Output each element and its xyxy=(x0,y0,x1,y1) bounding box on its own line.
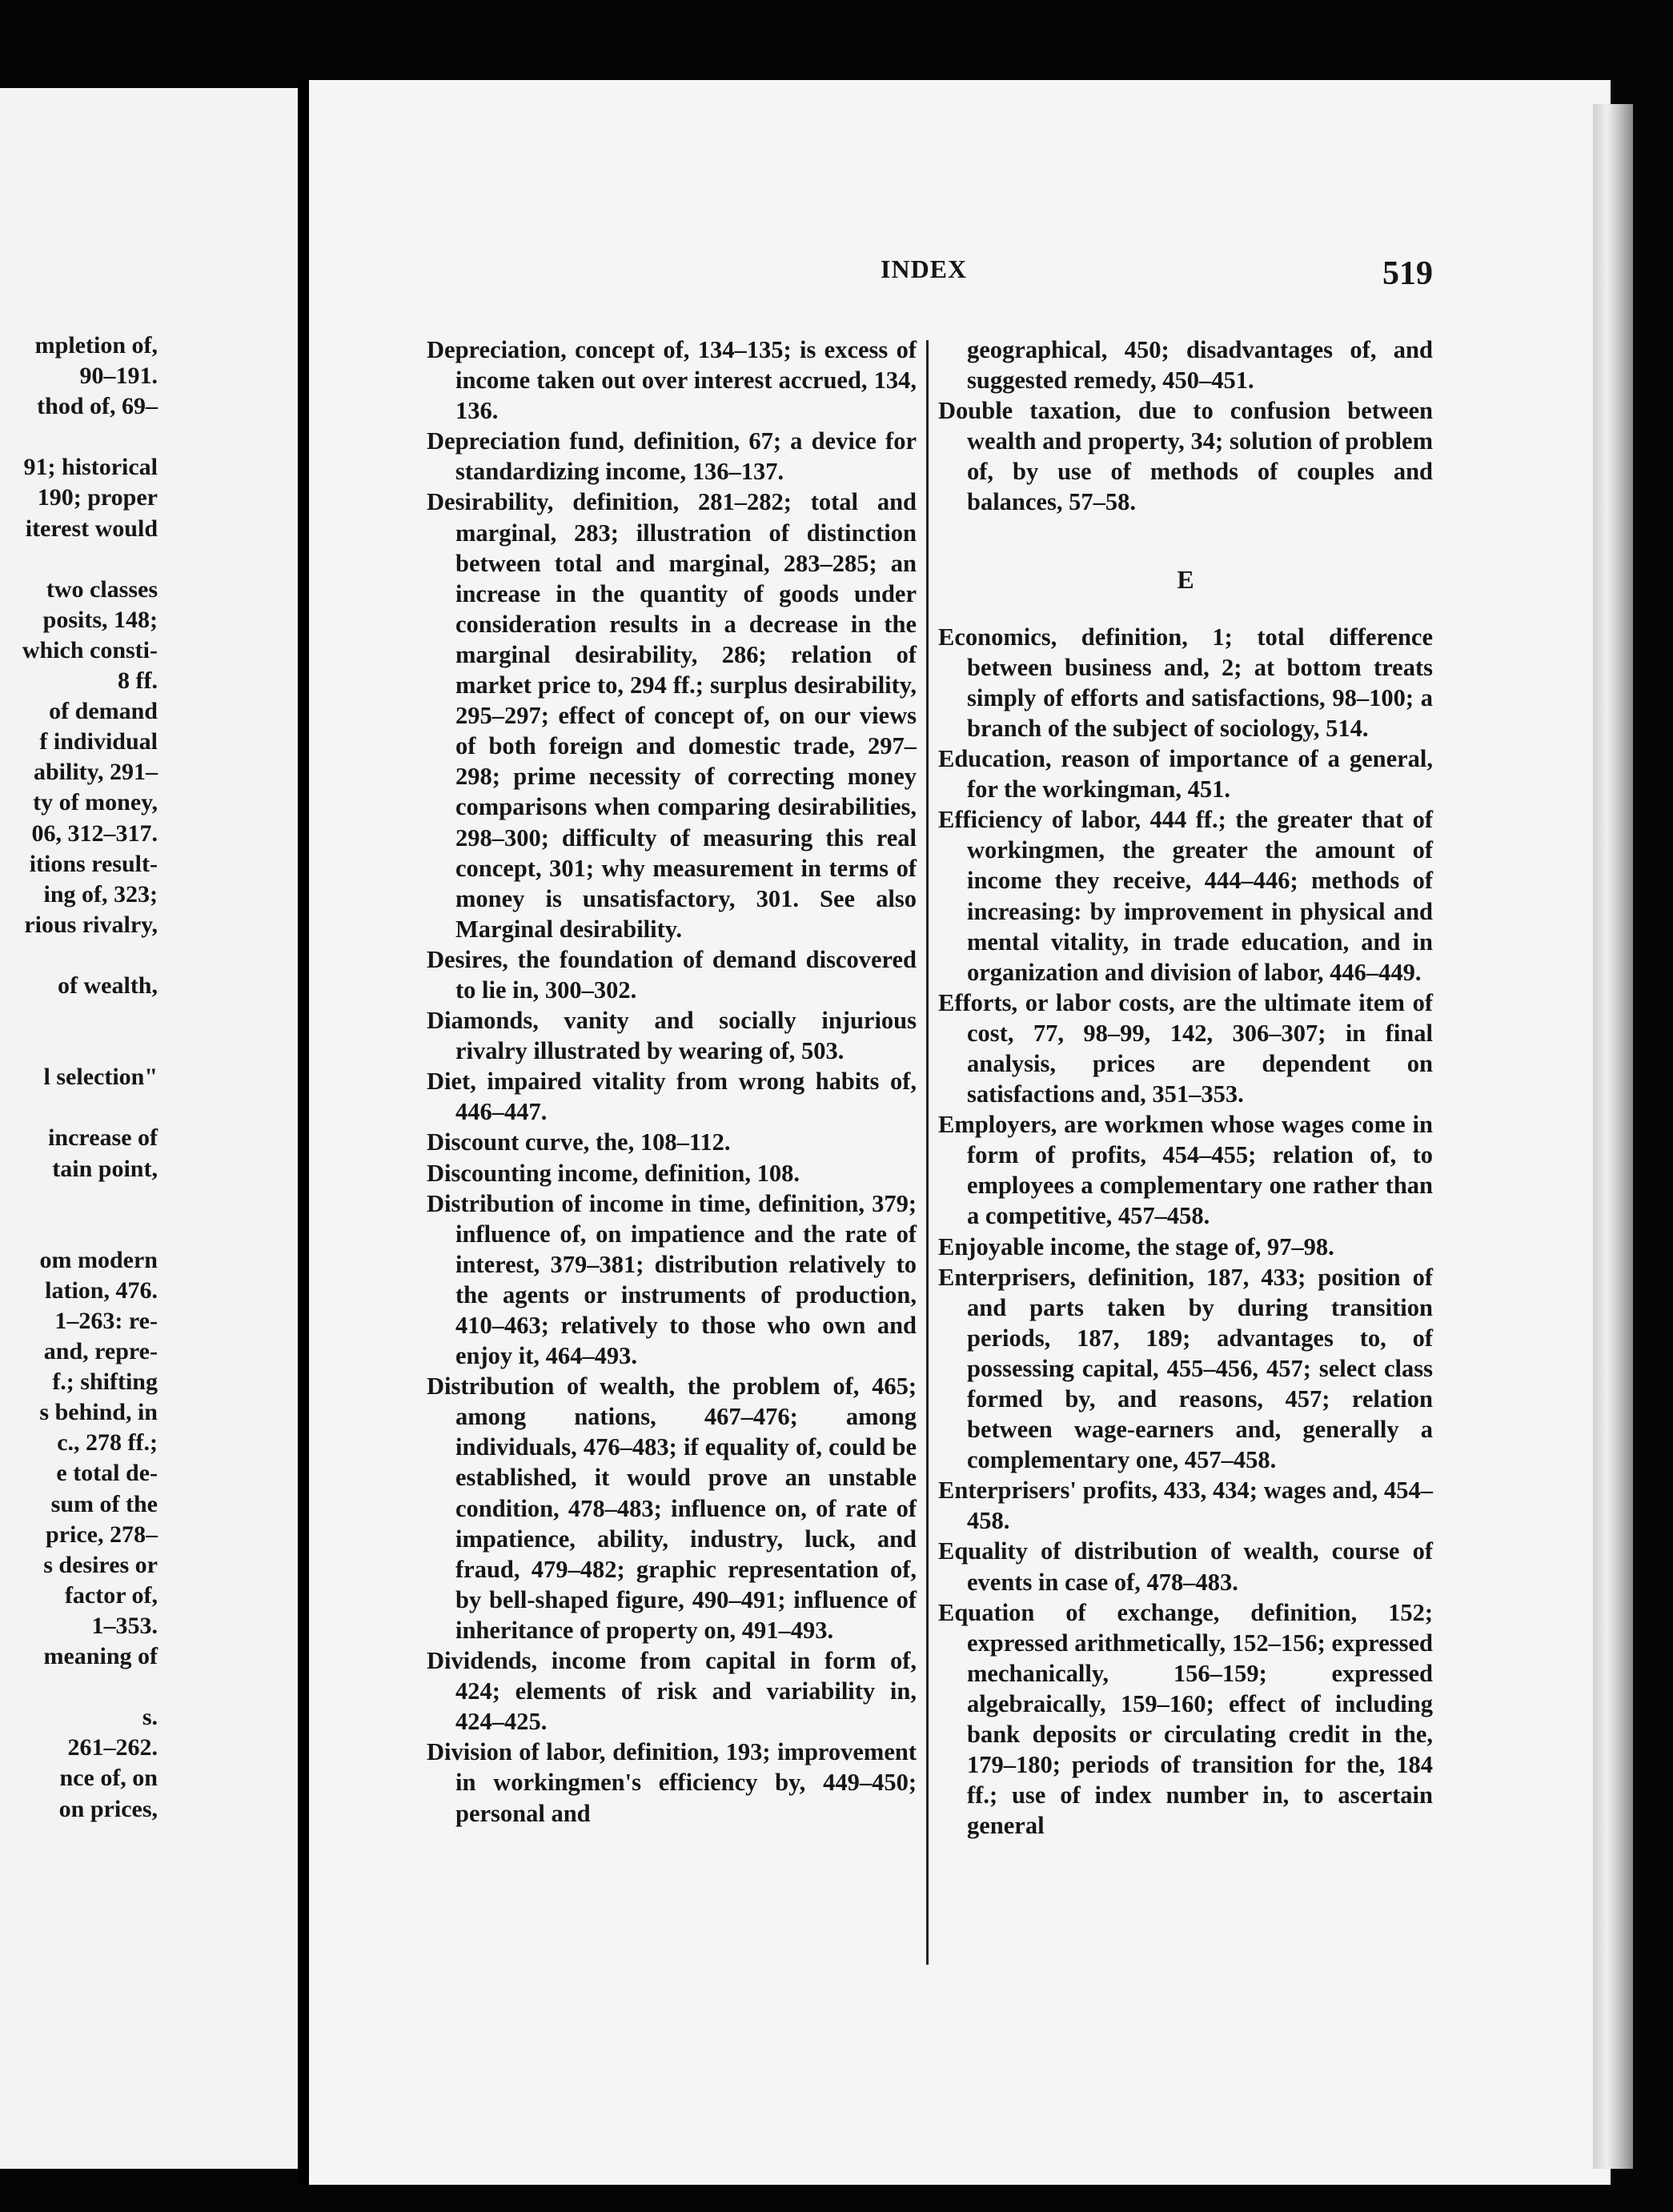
running-head: INDEX xyxy=(881,254,968,283)
left-page-line: 190; proper xyxy=(37,484,158,511)
left-page-line: of demand xyxy=(49,698,158,725)
left-page-line xyxy=(0,1032,158,1062)
left-page-line: 06, 312–317. xyxy=(31,819,158,847)
left-page-line xyxy=(0,1001,158,1032)
index-entry: Education, reason of importance of a general, for the workingman, 451. xyxy=(938,745,1433,803)
index-entry: Diet, impaired vitality from wrong habits of, 446–447. xyxy=(427,1068,917,1126)
index-entry: Dividends, income from capital in form of, 424; elements of risk and variability in, 424–425. xyxy=(427,1647,917,1736)
left-page-line: posits, 148; xyxy=(42,606,158,633)
book-spine xyxy=(298,80,309,2185)
left-page-line: l selection" xyxy=(43,1064,158,1091)
left-page-line: 1–263: re- xyxy=(54,1308,158,1334)
left-page-line: f.; shifting xyxy=(52,1368,158,1396)
left-page-line: iterest would xyxy=(25,515,158,542)
index-entry: Depreciation, concept of, 134–135; is excess of income taken out over interest accrued, 134, 136. xyxy=(427,336,917,425)
left-page-line: ing of, 323; xyxy=(43,880,158,908)
left-page-line: on prices, xyxy=(58,1795,158,1822)
left-page-line: which consti- xyxy=(22,636,158,663)
left-page-line: and, repre- xyxy=(43,1338,158,1365)
left-page-line: rious rivalry, xyxy=(24,911,158,938)
left-page-line: sum of the xyxy=(50,1490,158,1517)
index-entry: Desires, the foundation of demand discovered to lie in, 300–302. xyxy=(427,945,917,1004)
left-page-line: price, 278– xyxy=(46,1521,158,1548)
index-entry: Double taxation, due to confusion between wealth and property, 34; solution of problem of, by use of methods of couples and balances, 57–58. xyxy=(938,397,1433,516)
left-page-text-fragments xyxy=(0,331,158,1825)
letter-heading: E xyxy=(1177,564,1194,594)
left-page-line: mpletion of, xyxy=(34,332,158,359)
index-entry: Employers, are workmen whose wages come in form of profits, 454–455; relation of, to employees a complementary one rather than a competitive, 457–458. xyxy=(938,1111,1433,1230)
index-entry-continued: geographical, 450; disadvantages of, and suggested remedy, 450–451. xyxy=(967,336,1433,395)
index-entry: Diamonds, vanity and socially injurious rivalry illustrated by wearing of, 503. xyxy=(427,1007,917,1065)
left-page-line: c., 278 ff.; xyxy=(57,1429,158,1457)
index-entry: Equation of exchange, definition, 152; expressed arithmetically, 152–156; expressed mechanically, 156–159; expressed algebraically, 159–160; effect of including bank deposits or circulating credit in the, 179–180; periods of transition for the, 184 ff.; use of index number in, to ascertain general xyxy=(938,1598,1433,1840)
index-column-left xyxy=(427,335,917,1829)
left-page-line xyxy=(0,1092,158,1123)
index-entry: Enterprisers' profits, 433, 434; wages and, 454–458. xyxy=(938,1477,1433,1535)
index-entry: Efforts, or labor costs, are the ultimate item of cost, 77, 98–99, 142, 306–307; in final analysis, prices are dependent on satisfactions and, 351–353. xyxy=(938,988,1433,1108)
left-page xyxy=(0,88,298,2169)
left-page-line: increase of xyxy=(48,1124,158,1152)
left-page-line: 1–353. xyxy=(91,1612,158,1639)
left-page-line: ability, 291– xyxy=(33,759,158,786)
index-entry: Enjoyable income, the stage of, 97–98. xyxy=(938,1232,1334,1260)
index-entry: Depreciation fund, definition, 67; a device for standardizing income, 136–137. xyxy=(427,427,917,486)
index-entry: Discounting income, definition, 108. xyxy=(427,1159,800,1187)
left-page-line: 91; historical xyxy=(23,454,158,481)
index-entry: Equality of distribution of wealth, course of events in case of, 478–483. xyxy=(938,1537,1433,1596)
left-page-line: nce of, on xyxy=(59,1765,158,1792)
left-page-line xyxy=(0,1184,158,1215)
index-entry: Distribution of income in time, definition, 379; influence of, on impatience and the rate of interest, 379–381; distribution relatively to the agents or instruments of production, 410–463; relatively to those who own and enjoy it, 464–493. xyxy=(427,1189,917,1370)
left-page-line xyxy=(0,940,158,971)
left-page-line: s. xyxy=(142,1704,158,1731)
index-entry: Efficiency of labor, 444 ff.; the greater that of workingmen, the greater the amount of income they receive, 444–446; methods of increasing: by improvement in physical and mental vitality, in trade education, and in organization and division of labor, 446–449. xyxy=(938,806,1433,986)
left-page-line: of wealth, xyxy=(58,972,158,999)
left-page-line: s behind, in xyxy=(39,1399,158,1426)
index-entry: Division of labor, definition, 193; improvement in workingmen's efficiency by, 449–450; personal and xyxy=(427,1738,917,1827)
index-entry: Discount curve, the, 108–112. xyxy=(427,1128,731,1156)
left-page-line xyxy=(0,1215,158,1245)
left-page-line: 261–262. xyxy=(67,1734,158,1761)
left-page-line: 8 ff. xyxy=(118,667,158,695)
left-page-line xyxy=(0,1672,158,1702)
left-page-line: meaning of xyxy=(43,1643,158,1670)
left-page-line: f individual xyxy=(39,728,158,755)
left-page-line: e total de- xyxy=(56,1460,158,1487)
page-edge xyxy=(1593,104,1633,2169)
left-page-line: lation, 476. xyxy=(45,1276,158,1304)
left-page-line: om modern xyxy=(39,1246,158,1273)
left-page-line: factor of, xyxy=(64,1581,158,1609)
page-number: 519 xyxy=(1382,255,1433,292)
index-column-right xyxy=(938,335,1433,1841)
left-page-line: two classes xyxy=(46,575,158,603)
left-page-line: itions result- xyxy=(29,850,158,877)
left-page-line: 90–191. xyxy=(79,363,158,390)
left-page-line xyxy=(0,422,158,452)
left-page-line: tain point, xyxy=(52,1155,158,1182)
column-rule xyxy=(926,340,929,1965)
left-page-line xyxy=(0,544,158,575)
index-entry: Economics, definition, 1; total difference between business and, 2; at bottom treats simply of efforts and satisfactions, 98–100; a branch of the subject of sociology, 514. xyxy=(938,623,1433,742)
left-page-line: ty of money, xyxy=(33,789,158,816)
index-entry: Distribution of wealth, the problem of, 465; among nations, 467–476; among individuals, 476–483; if equality of, could be established, it would prove an unstable condition, 478–483; influence on, of rate of impatience, ability, industry, luck, and fraud, 479–482; graphic representation of, by bell-shaped figure, 490–491; influence of inheritance of property on, 491–493. xyxy=(427,1372,917,1644)
index-entry: Enterprisers, definition, 187, 433; position of and parts taken by during transition periods, 187, 189; advantages to, of possessing capital, 455–456, 457; select class formed by, and reasons, 457; relation between wage-earners and, generally a complementary one, 457–458. xyxy=(938,1263,1433,1474)
left-page-line: thod of, 69– xyxy=(37,393,158,420)
left-page-line: s desires or xyxy=(43,1551,158,1578)
index-entry: Desirability, definition, 281–282; total and marginal, 283; illustration of distinction between total and marginal, 283–285; an increase in the quantity of goods under consideration results in a decrease in the marginal desirability, 286; relation of market price to, 294 ff.; surplus desirability, 295–297; effect of concept of, on our views of both foreign and domestic trade, 297–298; prime necessity of correcting money comparisons when comparing desirabilities, 298–300; difficulty of measuring this real concept, 301; why measurement in terms of money is unsatisfactory, 301. See also Marginal desirability. xyxy=(427,488,917,943)
